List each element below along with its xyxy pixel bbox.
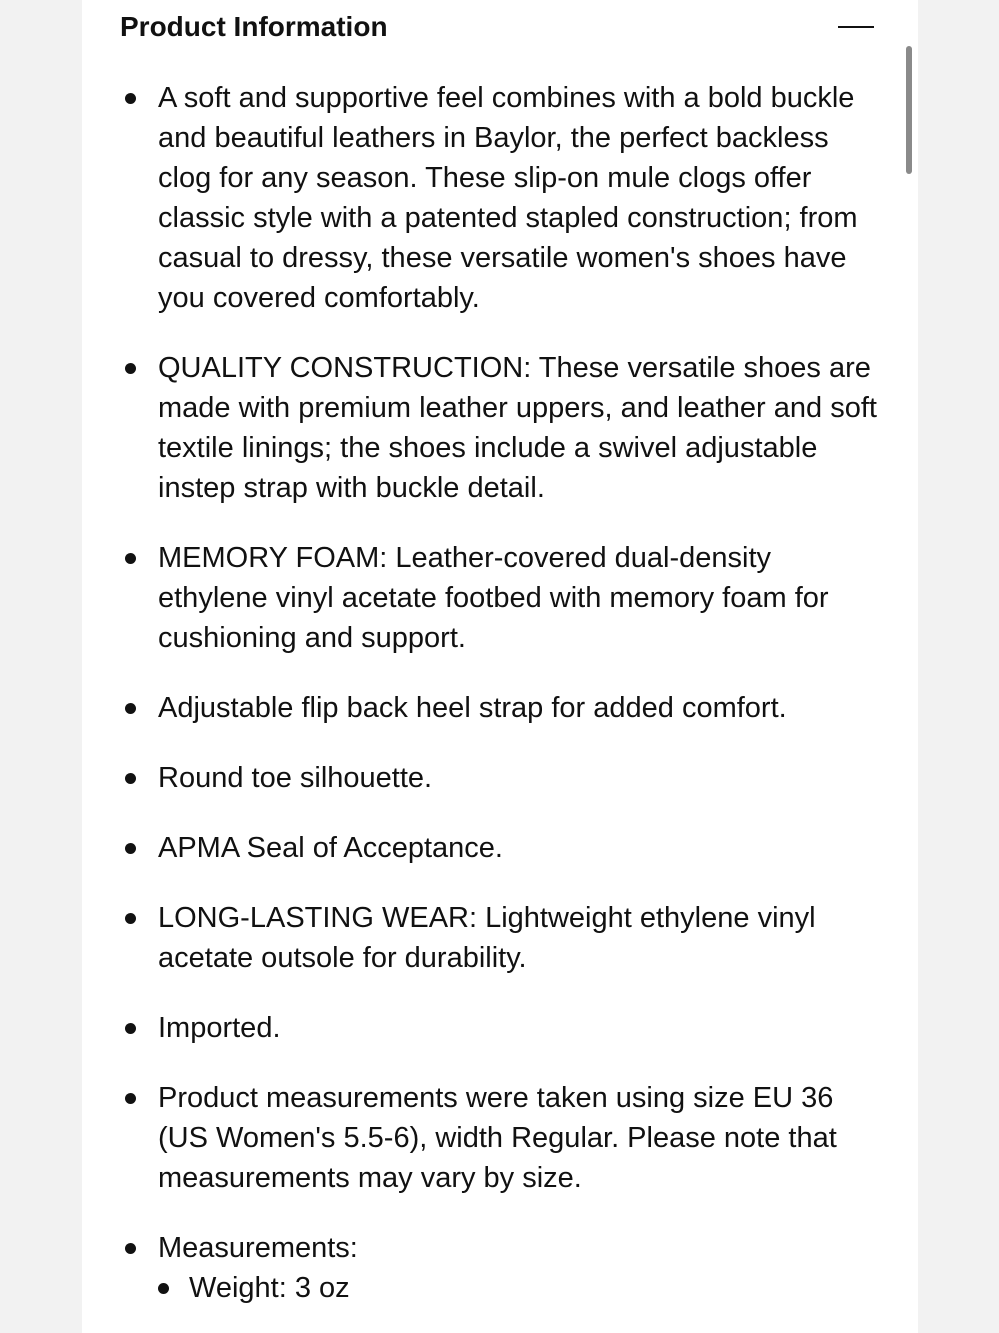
measurement-text: Weight: 3 oz [189, 1272, 350, 1304]
bullet-text: APMA Seal of Acceptance. [158, 832, 503, 864]
bullet-text: LONG-LASTING WEAR: Lightweight ethylene vinyl acetate outsole for durability. [158, 902, 816, 974]
bullet-icon [125, 1243, 136, 1254]
measurement-item [158, 1268, 878, 1308]
bullet-item [120, 688, 878, 728]
bullet-text: Imported. [158, 1012, 281, 1044]
bullet-icon [125, 1023, 136, 1034]
bullet-text: A soft and supportive feel combines with a bold buckle and beautiful leathers in Baylor, the perfect backless clog for any season. These slip-on mule clogs offer classic style with a patented stapled construction; from casual to dressy, these versatile women's shoes have you covered comfortably. [158, 82, 858, 314]
bullet-text: Round toe silhouette. [158, 762, 433, 794]
scrollbar-thumb[interactable] [906, 46, 912, 174]
bullet-text: Product measurements were taken using size EU 36 (US Women's 5.5-6), width Regular. Please note that measurements may vary by size. [158, 1082, 837, 1194]
bullet-item [120, 1008, 878, 1048]
bullet-item [120, 348, 878, 508]
bullet-item [120, 78, 878, 318]
section-header[interactable] [120, 0, 880, 54]
bullet-icon [125, 703, 136, 714]
bullet-text: Adjustable flip back heel strap for added comfort. [158, 692, 787, 724]
bullet-item-measurements [120, 1228, 878, 1308]
collapse-button[interactable] [838, 12, 874, 42]
bullet-item [120, 538, 878, 658]
minus-icon [838, 12, 874, 42]
bullet-icon [125, 363, 136, 374]
product-details [120, 78, 878, 1333]
product-information-panel [82, 0, 918, 1333]
bullet-icon [125, 553, 136, 564]
bullet-text: QUALITY CONSTRUCTION: These versatile shoes are made with premium leather uppers, and leather and soft textile linings; the shoes include a swivel adjustable instep strap with buckle detail. [158, 352, 877, 504]
measurements-list [158, 1268, 878, 1308]
bullet-icon [125, 773, 136, 784]
bullet-icon [125, 93, 136, 104]
bullet-item [120, 758, 878, 798]
bullet-icon [158, 1283, 169, 1294]
bullet-item [120, 898, 878, 978]
bullet-icon [125, 1093, 136, 1104]
bullet-text: Measurements: [158, 1232, 358, 1264]
section-title: Product Information [120, 11, 388, 42]
bullet-text: MEMORY FOAM: Leather-covered dual-density ethylene vinyl acetate footbed with memory foam for cushioning and support. [158, 542, 829, 654]
bullet-icon [125, 913, 136, 924]
bullet-icon [125, 843, 136, 854]
bullet-item [120, 1078, 878, 1198]
product-bullet-list [120, 78, 878, 1308]
bullet-item [120, 828, 878, 868]
